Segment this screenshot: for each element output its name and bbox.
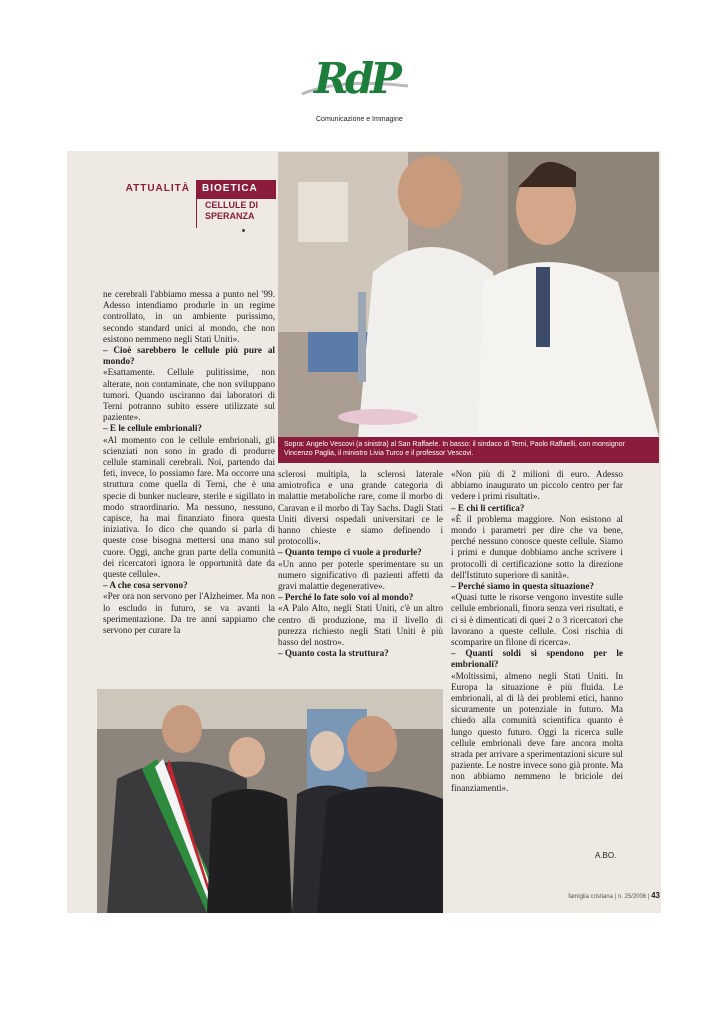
rdp-logo bbox=[300, 50, 420, 130]
interview-paragraph: «Quasi tutte le risorse vengono investite sulle cellule embrionali, finora senza veri risultati, e ci si è dimenticati di quei 2 o 3 ricercatori che lavorano a queste cellule. Così rischia di scomparire un filone di ricerca». bbox=[451, 592, 623, 648]
interview-question: – E le cellule embrionali? bbox=[103, 423, 203, 434]
interview-paragraph: «Per ora non servono per l'Alzheimer. Ma non lo escludo in futuro, se va avanti la sperimentazione. Da tre anni sappiamo che servono per curare la bbox=[103, 591, 275, 636]
lab-photo-illustration bbox=[278, 152, 659, 437]
section-rule-vertical bbox=[196, 198, 197, 228]
photo-caption: Sopra: Angelo Vescovi (a sinistra) al San Raffaele. In basso: il sindaco di Terni, Paolo Raffaelli, con monsignor Vincenzo Paglia, il ministro Livia Turco e il professor Vescovi. bbox=[278, 437, 659, 463]
inauguration-photo-illustration bbox=[97, 689, 443, 913]
interview-question: – Cioè sarebbero le cellule più pure al mondo? bbox=[103, 345, 275, 367]
interview-paragraph: ne cerebrali l'abbiamo messa a punto nel '99. Adesso intendiamo produrle in un regime controllato, in un ambiente purissimo, secondo standard unici al mondo, che non esistono nemmeno negli Stati Uniti». bbox=[103, 289, 275, 344]
article-column-2 bbox=[278, 469, 443, 659]
interview-question: – Quanti soldi si spendono per le embrionali? bbox=[451, 648, 623, 670]
interview-paragraph: «Al momento con le cellule embrionali, gli scienziati non sono in grado di produrre cellule staminali cerebrali. Noi, partendo dai feti, invece, lo possiamo fare. Ma occorre una struttura come quella di Terni, che è una specie di bunker nucleare, sterile e sigillato in modo straordinario. Ma nessuno, nessuno, capisce, ha mai finanziato finora questa iniziativa. Io dico che quando si parla di queste cose bisogna mettersi una mano sul cuore. Oggi, anche gran parte della comunità dei ricercatori ignora le opportunità date da queste cellule». bbox=[103, 434, 275, 580]
interview-question: – Quanto tempo ci vuole a produrle? bbox=[278, 547, 422, 558]
interview-paragraph: «È il problema maggiore. Non esistono al mondo i parametri per dire che va bene, perché nessuno conosce queste cellule. Siamo i primi e dunque dobbiamo anche scrivere i protocolli di certificazione sotto la direzione dell'Istituto superiore di sanità». bbox=[451, 513, 623, 580]
article-column-3 bbox=[451, 469, 623, 794]
photo-inauguration bbox=[97, 689, 443, 913]
interview-paragraph: «Non più di 2 milioni di euro. Adesso abbiamo inaugurato un piccolo centro per far vedere i primi risultati». bbox=[451, 469, 623, 502]
interview-paragraph: sclerosi multipla, la sclerosi laterale amiotrofica e una grande categoria di malattie metaboliche rare, come il morbo di Caravan e il morbo di Tay Sachs. Dagli Stati Uniti diversi ospedali universitari ce le hanno chieste e siamo definendo i protocolli». bbox=[278, 469, 443, 547]
section-label: ATTUALITÀ bbox=[125, 183, 190, 194]
interview-question: – Quanto costa la struttura? bbox=[278, 648, 389, 659]
interview-question: – Perché lo fate solo voi al mondo? bbox=[278, 592, 414, 603]
article-column-1 bbox=[103, 289, 275, 636]
logo-mark: RdP bbox=[314, 54, 398, 103]
interview-question: – E chi li certifica? bbox=[451, 502, 525, 513]
interview-question: – Perché siamo in questa situazione? bbox=[451, 581, 594, 592]
footer-magazine: famiglia cristiana bbox=[568, 894, 613, 900]
interview-paragraph: «Esattamente. Cellule pulitissime, non alterate, non contaminate, che non sviluppano tumori. Quando usciranno dai laboratori di Terni potranno subito essere utilizzate sul paziente». bbox=[103, 367, 275, 423]
section-header bbox=[70, 180, 275, 198]
interview-paragraph: «Moltissimi, almeno negli Stati Uniti. In Europa la situazione è più fluida. Le embrionali, al di là dei problemi etici, hanno sicuramente un potenziale in futuro. Ma chiedo alla comunità scientifica quanto è lungo questo futuro. Oggi la ricerca sulle cellule embrionali deve fare ancora molta strada per arrivare a sperimentazioni sicure sul paziente. Le nostre invece sono già pronte. Ma non abbiamo nemmeno le briciole dei finanziamenti». bbox=[451, 670, 623, 793]
article-subtitle: CELLULE DI SPERANZA bbox=[205, 200, 258, 221]
page-number: 43 bbox=[651, 891, 660, 900]
section-rule bbox=[196, 198, 276, 199]
interview-paragraph: «A Palo Alto, negli Stati Uniti, c'è un altro centro di produzione, ma il livello di purezza richiesto negli Stati Uniti è più basso del nostro». bbox=[278, 603, 443, 648]
bullet-dot bbox=[242, 229, 245, 232]
photo-scientists-lab bbox=[278, 152, 659, 437]
logo-tagline: Comunicazione e Immagine bbox=[316, 116, 403, 123]
interview-question: – A che cosa servono? bbox=[103, 580, 188, 591]
author-signature: A.BO. bbox=[595, 851, 617, 860]
interview-paragraph: «Un anno per poterle sperimentare su un numero significativo di pazienti affetti da gravi malattie degenerative». bbox=[278, 558, 443, 592]
section-topic: BIOETICA bbox=[196, 180, 276, 198]
page-footer: famiglia cristiana | n. 25/2006 | 43 bbox=[568, 891, 660, 900]
footer-issue: n. 25/2006 bbox=[617, 894, 647, 900]
